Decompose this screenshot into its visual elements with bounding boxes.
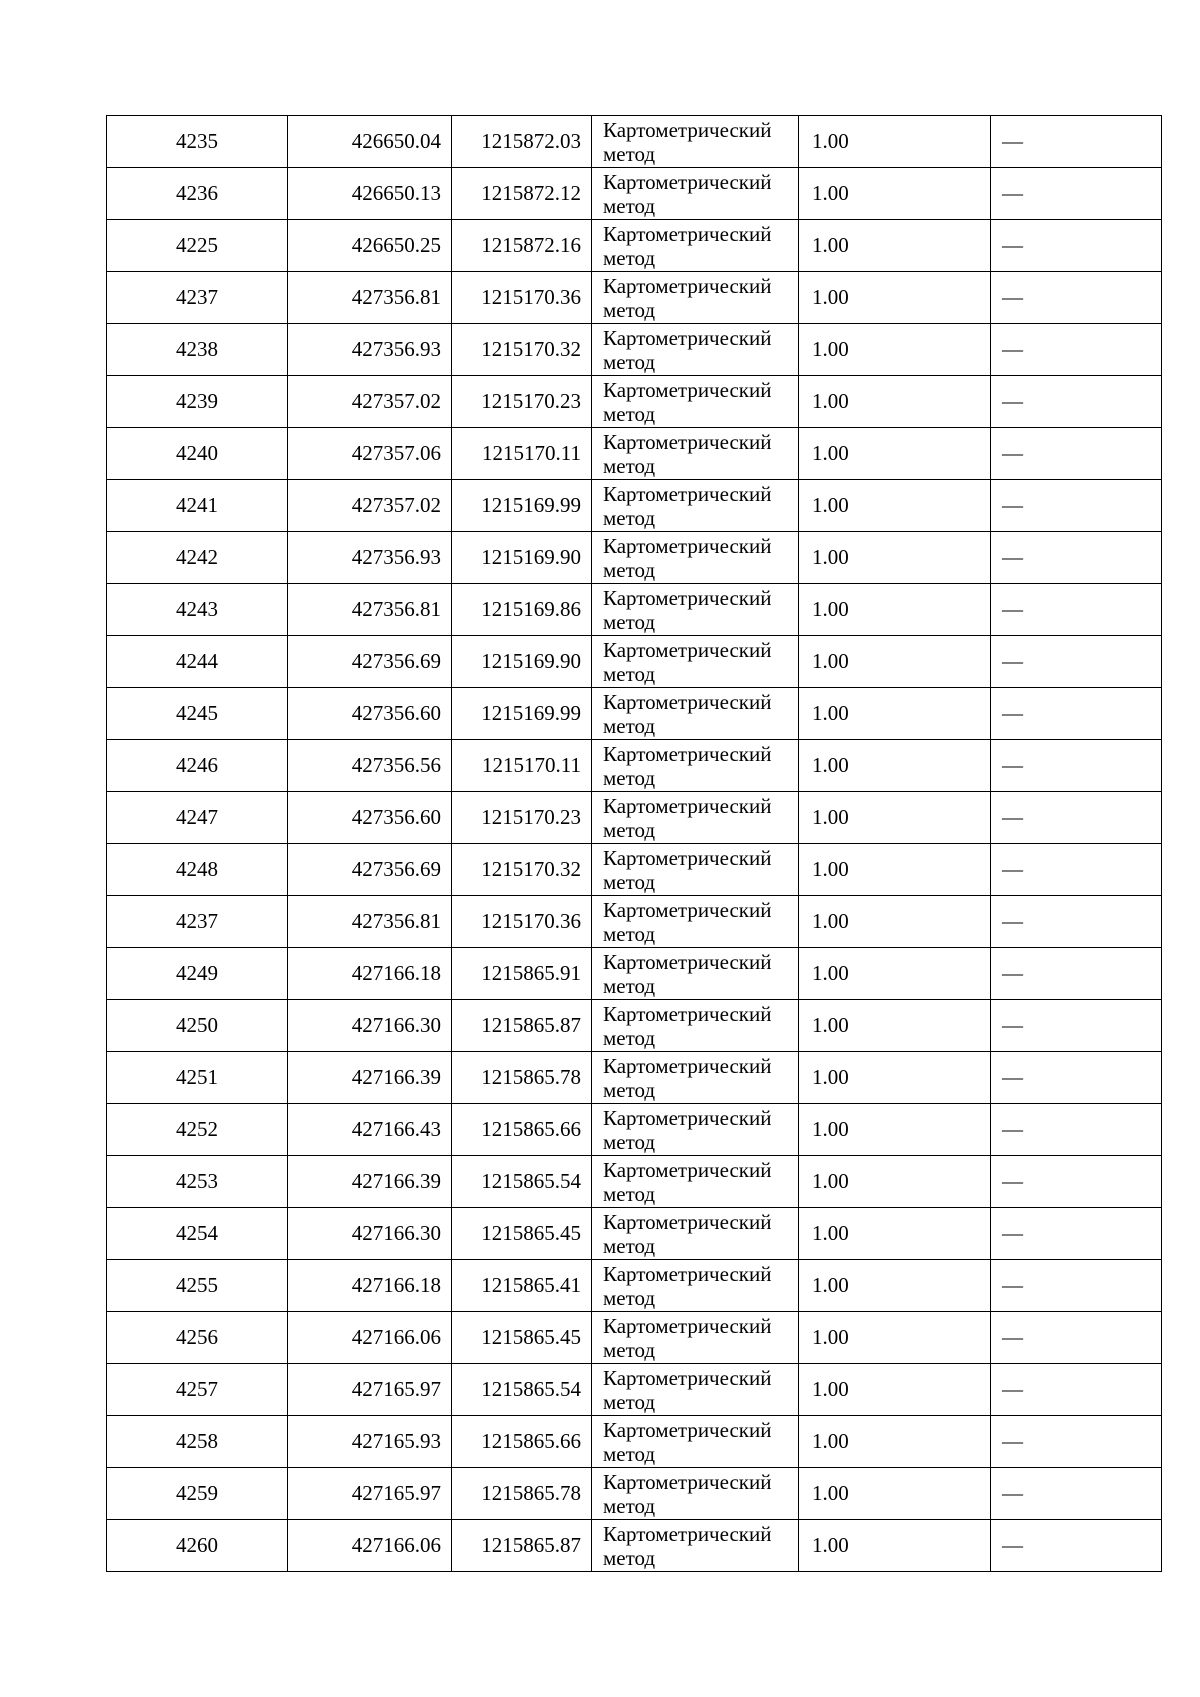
method-cell bbox=[592, 844, 799, 896]
point-number-cell: 4238 bbox=[107, 324, 288, 376]
point-number-cell: 4243 bbox=[107, 584, 288, 636]
x-coordinate-cell: 427166.18 bbox=[288, 948, 452, 1000]
method-line2: метод bbox=[603, 609, 656, 634]
note-cell: — bbox=[991, 532, 1162, 584]
note-cell: — bbox=[991, 792, 1162, 844]
point-number-cell: 4248 bbox=[107, 844, 288, 896]
x-coordinate-cell: 427356.81 bbox=[288, 272, 452, 324]
method-line2: метод bbox=[603, 505, 656, 530]
method-line1: Картометрический bbox=[603, 897, 772, 922]
method-line1: Картометрический bbox=[603, 1001, 772, 1026]
point-number-cell: 4241 bbox=[107, 480, 288, 532]
point-number-cell: 4253 bbox=[107, 1156, 288, 1208]
method-cell bbox=[592, 1468, 799, 1520]
accuracy-cell: 1.00 bbox=[799, 1416, 991, 1468]
method-line1: Картометрический bbox=[603, 273, 772, 298]
method-cell bbox=[592, 688, 799, 740]
y-coordinate-cell: 1215170.36 bbox=[452, 272, 592, 324]
y-coordinate-cell: 1215170.36 bbox=[452, 896, 592, 948]
accuracy-cell: 1.00 bbox=[799, 1260, 991, 1312]
x-coordinate-cell: 427356.81 bbox=[288, 584, 452, 636]
method-line1: Картометрический bbox=[603, 1365, 772, 1390]
method-line2: метод bbox=[603, 661, 656, 686]
accuracy-cell: 1.00 bbox=[799, 1208, 991, 1260]
note-cell: — bbox=[991, 428, 1162, 480]
point-number-cell: 4239 bbox=[107, 376, 288, 428]
accuracy-cell: 1.00 bbox=[799, 792, 991, 844]
method-line2: метод bbox=[603, 1077, 656, 1102]
method-line2: метод bbox=[603, 1233, 656, 1258]
table-row bbox=[107, 1208, 1162, 1260]
point-number-cell: 4246 bbox=[107, 740, 288, 792]
y-coordinate-cell: 1215865.41 bbox=[452, 1260, 592, 1312]
method-line2: метод bbox=[603, 921, 656, 946]
accuracy-cell: 1.00 bbox=[799, 896, 991, 948]
accuracy-cell: 1.00 bbox=[799, 532, 991, 584]
method-line2: метод bbox=[603, 765, 656, 790]
x-coordinate-cell: 426650.13 bbox=[288, 168, 452, 220]
note-cell: — bbox=[991, 1156, 1162, 1208]
y-coordinate-cell: 1215169.99 bbox=[452, 688, 592, 740]
table-row bbox=[107, 1520, 1162, 1572]
x-coordinate-cell: 427356.93 bbox=[288, 324, 452, 376]
method-cell bbox=[592, 324, 799, 376]
note-cell: — bbox=[991, 636, 1162, 688]
accuracy-cell: 1.00 bbox=[799, 428, 991, 480]
y-coordinate-cell: 1215865.45 bbox=[452, 1312, 592, 1364]
accuracy-cell: 1.00 bbox=[799, 1156, 991, 1208]
note-cell: — bbox=[991, 844, 1162, 896]
method-line1: Картометрический bbox=[603, 585, 772, 610]
table-row bbox=[107, 1416, 1162, 1468]
method-cell bbox=[592, 1052, 799, 1104]
accuracy-cell: 1.00 bbox=[799, 1468, 991, 1520]
accuracy-cell: 1.00 bbox=[799, 1312, 991, 1364]
method-cell bbox=[592, 1260, 799, 1312]
y-coordinate-cell: 1215169.90 bbox=[452, 532, 592, 584]
method-cell bbox=[592, 480, 799, 532]
y-coordinate-cell: 1215170.23 bbox=[452, 792, 592, 844]
method-line1: Картометрический bbox=[603, 689, 772, 714]
accuracy-cell: 1.00 bbox=[799, 948, 991, 1000]
accuracy-cell: 1.00 bbox=[799, 1000, 991, 1052]
coordinates-table bbox=[106, 115, 1162, 1572]
method-cell bbox=[592, 896, 799, 948]
point-number-cell: 4259 bbox=[107, 1468, 288, 1520]
point-number-cell: 4240 bbox=[107, 428, 288, 480]
accuracy-cell: 1.00 bbox=[799, 220, 991, 272]
accuracy-cell: 1.00 bbox=[799, 324, 991, 376]
method-line1: Картометрический bbox=[603, 221, 772, 246]
table-row bbox=[107, 1312, 1162, 1364]
x-coordinate-cell: 426650.25 bbox=[288, 220, 452, 272]
method-line1: Картометрический bbox=[603, 949, 772, 974]
note-cell: — bbox=[991, 584, 1162, 636]
table-row bbox=[107, 376, 1162, 428]
method-cell bbox=[592, 792, 799, 844]
method-line1: Картометрический bbox=[603, 1209, 772, 1234]
method-cell bbox=[592, 220, 799, 272]
accuracy-cell: 1.00 bbox=[799, 636, 991, 688]
point-number-cell: 4237 bbox=[107, 896, 288, 948]
y-coordinate-cell: 1215170.11 bbox=[452, 428, 592, 480]
note-cell: — bbox=[991, 896, 1162, 948]
table-row bbox=[107, 584, 1162, 636]
y-coordinate-cell: 1215865.66 bbox=[452, 1416, 592, 1468]
y-coordinate-cell: 1215169.99 bbox=[452, 480, 592, 532]
method-cell bbox=[592, 636, 799, 688]
method-line2: метод bbox=[603, 401, 656, 426]
method-cell bbox=[592, 1156, 799, 1208]
note-cell: — bbox=[991, 480, 1162, 532]
y-coordinate-cell: 1215865.78 bbox=[452, 1052, 592, 1104]
method-line2: метод bbox=[603, 141, 656, 166]
point-number-cell: 4235 bbox=[107, 116, 288, 168]
method-cell bbox=[592, 740, 799, 792]
accuracy-cell: 1.00 bbox=[799, 272, 991, 324]
note-cell: — bbox=[991, 116, 1162, 168]
accuracy-cell: 1.00 bbox=[799, 1052, 991, 1104]
accuracy-cell: 1.00 bbox=[799, 376, 991, 428]
point-number-cell: 4258 bbox=[107, 1416, 288, 1468]
method-line2: метод bbox=[603, 869, 656, 894]
x-coordinate-cell: 427166.39 bbox=[288, 1156, 452, 1208]
y-coordinate-cell: 1215865.45 bbox=[452, 1208, 592, 1260]
method-cell bbox=[592, 1104, 799, 1156]
y-coordinate-cell: 1215865.78 bbox=[452, 1468, 592, 1520]
method-line2: метод bbox=[603, 297, 656, 322]
x-coordinate-cell: 427357.06 bbox=[288, 428, 452, 480]
point-number-cell: 4242 bbox=[107, 532, 288, 584]
method-line2: метод bbox=[603, 453, 656, 478]
method-cell bbox=[592, 1000, 799, 1052]
method-line2: метод bbox=[603, 1129, 656, 1154]
point-number-cell: 4256 bbox=[107, 1312, 288, 1364]
x-coordinate-cell: 427166.18 bbox=[288, 1260, 452, 1312]
method-line1: Картометрический bbox=[603, 1053, 772, 1078]
note-cell: — bbox=[991, 1416, 1162, 1468]
x-coordinate-cell: 427165.97 bbox=[288, 1468, 452, 1520]
table-row bbox=[107, 1104, 1162, 1156]
table-row bbox=[107, 688, 1162, 740]
point-number-cell: 4250 bbox=[107, 1000, 288, 1052]
method-line1: Картометрический bbox=[603, 1261, 772, 1286]
table-row bbox=[107, 1468, 1162, 1520]
x-coordinate-cell: 427165.93 bbox=[288, 1416, 452, 1468]
method-line2: метод bbox=[603, 245, 656, 270]
note-cell: — bbox=[991, 220, 1162, 272]
x-coordinate-cell: 426650.04 bbox=[288, 116, 452, 168]
note-cell: — bbox=[991, 1520, 1162, 1572]
accuracy-cell: 1.00 bbox=[799, 168, 991, 220]
y-coordinate-cell: 1215170.32 bbox=[452, 324, 592, 376]
accuracy-cell: 1.00 bbox=[799, 844, 991, 896]
method-cell bbox=[592, 272, 799, 324]
method-line1: Картометрический bbox=[603, 429, 772, 454]
method-line2: метод bbox=[603, 349, 656, 374]
method-line1: Картометрический bbox=[603, 117, 772, 142]
method-cell bbox=[592, 428, 799, 480]
method-line2: метод bbox=[603, 193, 656, 218]
method-line1: Картометрический bbox=[603, 1157, 772, 1182]
table-row bbox=[107, 532, 1162, 584]
table-row bbox=[107, 1364, 1162, 1416]
point-number-cell: 4236 bbox=[107, 168, 288, 220]
accuracy-cell: 1.00 bbox=[799, 584, 991, 636]
method-line2: метод bbox=[603, 973, 656, 998]
table-row bbox=[107, 220, 1162, 272]
x-coordinate-cell: 427166.06 bbox=[288, 1520, 452, 1572]
table-row bbox=[107, 792, 1162, 844]
method-line1: Картометрический bbox=[603, 741, 772, 766]
note-cell: — bbox=[991, 1260, 1162, 1312]
x-coordinate-cell: 427356.69 bbox=[288, 636, 452, 688]
point-number-cell: 4254 bbox=[107, 1208, 288, 1260]
y-coordinate-cell: 1215865.66 bbox=[452, 1104, 592, 1156]
note-cell: — bbox=[991, 948, 1162, 1000]
method-line1: Картометрический bbox=[603, 637, 772, 662]
table-row bbox=[107, 480, 1162, 532]
accuracy-cell: 1.00 bbox=[799, 688, 991, 740]
method-line2: метод bbox=[603, 1389, 656, 1414]
point-number-cell: 4260 bbox=[107, 1520, 288, 1572]
method-cell bbox=[592, 168, 799, 220]
method-line2: метод bbox=[603, 1441, 656, 1466]
method-line1: Картометрический bbox=[603, 1521, 772, 1546]
method-line2: метод bbox=[603, 1493, 656, 1518]
x-coordinate-cell: 427356.60 bbox=[288, 792, 452, 844]
y-coordinate-cell: 1215169.86 bbox=[452, 584, 592, 636]
table-row bbox=[107, 1156, 1162, 1208]
y-coordinate-cell: 1215865.54 bbox=[452, 1364, 592, 1416]
table-row bbox=[107, 1000, 1162, 1052]
accuracy-cell: 1.00 bbox=[799, 1104, 991, 1156]
note-cell: — bbox=[991, 688, 1162, 740]
method-cell bbox=[592, 1208, 799, 1260]
x-coordinate-cell: 427166.43 bbox=[288, 1104, 452, 1156]
point-number-cell: 4225 bbox=[107, 220, 288, 272]
method-line1: Картометрический bbox=[603, 1417, 772, 1442]
method-line1: Картометрический bbox=[603, 533, 772, 558]
table-row bbox=[107, 948, 1162, 1000]
y-coordinate-cell: 1215872.03 bbox=[452, 116, 592, 168]
x-coordinate-cell: 427356.60 bbox=[288, 688, 452, 740]
note-cell: — bbox=[991, 1000, 1162, 1052]
y-coordinate-cell: 1215865.91 bbox=[452, 948, 592, 1000]
x-coordinate-cell: 427166.30 bbox=[288, 1208, 452, 1260]
method-line2: метод bbox=[603, 1285, 656, 1310]
method-line2: метод bbox=[603, 713, 656, 738]
method-line1: Картометрический bbox=[603, 1313, 772, 1338]
note-cell: — bbox=[991, 1312, 1162, 1364]
table-row bbox=[107, 324, 1162, 376]
accuracy-cell: 1.00 bbox=[799, 480, 991, 532]
table-row bbox=[107, 636, 1162, 688]
method-line1: Картометрический bbox=[603, 1105, 772, 1130]
method-line2: метод bbox=[603, 1337, 656, 1362]
table-row bbox=[107, 1052, 1162, 1104]
x-coordinate-cell: 427356.56 bbox=[288, 740, 452, 792]
table-row bbox=[107, 428, 1162, 480]
method-cell bbox=[592, 532, 799, 584]
point-number-cell: 4244 bbox=[107, 636, 288, 688]
x-coordinate-cell: 427356.69 bbox=[288, 844, 452, 896]
x-coordinate-cell: 427357.02 bbox=[288, 480, 452, 532]
point-number-cell: 4237 bbox=[107, 272, 288, 324]
point-number-cell: 4245 bbox=[107, 688, 288, 740]
y-coordinate-cell: 1215865.87 bbox=[452, 1520, 592, 1572]
method-line2: метод bbox=[603, 557, 656, 582]
accuracy-cell: 1.00 bbox=[799, 116, 991, 168]
table-row bbox=[107, 896, 1162, 948]
method-line1: Картометрический bbox=[603, 377, 772, 402]
table-row bbox=[107, 844, 1162, 896]
table-row bbox=[107, 168, 1162, 220]
x-coordinate-cell: 427166.39 bbox=[288, 1052, 452, 1104]
table-row bbox=[107, 740, 1162, 792]
accuracy-cell: 1.00 bbox=[799, 740, 991, 792]
x-coordinate-cell: 427165.97 bbox=[288, 1364, 452, 1416]
table-row bbox=[107, 116, 1162, 168]
point-number-cell: 4257 bbox=[107, 1364, 288, 1416]
method-line2: метод bbox=[603, 817, 656, 842]
y-coordinate-cell: 1215872.16 bbox=[452, 220, 592, 272]
y-coordinate-cell: 1215872.12 bbox=[452, 168, 592, 220]
y-coordinate-cell: 1215170.11 bbox=[452, 740, 592, 792]
note-cell: — bbox=[991, 1208, 1162, 1260]
point-number-cell: 4255 bbox=[107, 1260, 288, 1312]
method-line1: Картометрический bbox=[603, 845, 772, 870]
x-coordinate-cell: 427357.02 bbox=[288, 376, 452, 428]
method-cell bbox=[592, 584, 799, 636]
y-coordinate-cell: 1215865.87 bbox=[452, 1000, 592, 1052]
y-coordinate-cell: 1215170.23 bbox=[452, 376, 592, 428]
note-cell: — bbox=[991, 168, 1162, 220]
accuracy-cell: 1.00 bbox=[799, 1364, 991, 1416]
point-number-cell: 4252 bbox=[107, 1104, 288, 1156]
note-cell: — bbox=[991, 740, 1162, 792]
note-cell: — bbox=[991, 1364, 1162, 1416]
accuracy-cell: 1.00 bbox=[799, 1520, 991, 1572]
y-coordinate-cell: 1215170.32 bbox=[452, 844, 592, 896]
note-cell: — bbox=[991, 1468, 1162, 1520]
method-line1: Картометрический bbox=[603, 793, 772, 818]
method-cell bbox=[592, 1416, 799, 1468]
point-number-cell: 4249 bbox=[107, 948, 288, 1000]
note-cell: — bbox=[991, 1052, 1162, 1104]
method-cell bbox=[592, 376, 799, 428]
note-cell: — bbox=[991, 1104, 1162, 1156]
x-coordinate-cell: 427356.93 bbox=[288, 532, 452, 584]
note-cell: — bbox=[991, 272, 1162, 324]
point-number-cell: 4247 bbox=[107, 792, 288, 844]
method-line1: Картометрический bbox=[603, 169, 772, 194]
method-cell bbox=[592, 116, 799, 168]
y-coordinate-cell: 1215169.90 bbox=[452, 636, 592, 688]
method-cell bbox=[592, 948, 799, 1000]
method-cell bbox=[592, 1364, 799, 1416]
x-coordinate-cell: 427166.06 bbox=[288, 1312, 452, 1364]
method-line1: Картометрический bbox=[603, 481, 772, 506]
table-row bbox=[107, 272, 1162, 324]
method-line2: метод bbox=[603, 1545, 656, 1570]
method-line1: Картометрический bbox=[603, 1469, 772, 1494]
point-number-cell: 4251 bbox=[107, 1052, 288, 1104]
method-line2: метод bbox=[603, 1181, 656, 1206]
note-cell: — bbox=[991, 376, 1162, 428]
method-cell bbox=[592, 1520, 799, 1572]
table-row bbox=[107, 1260, 1162, 1312]
method-line2: метод bbox=[603, 1025, 656, 1050]
y-coordinate-cell: 1215865.54 bbox=[452, 1156, 592, 1208]
x-coordinate-cell: 427356.81 bbox=[288, 896, 452, 948]
method-cell bbox=[592, 1312, 799, 1364]
note-cell: — bbox=[991, 324, 1162, 376]
method-line1: Картометрический bbox=[603, 325, 772, 350]
x-coordinate-cell: 427166.30 bbox=[288, 1000, 452, 1052]
coordinates-table-body bbox=[107, 116, 1162, 1572]
